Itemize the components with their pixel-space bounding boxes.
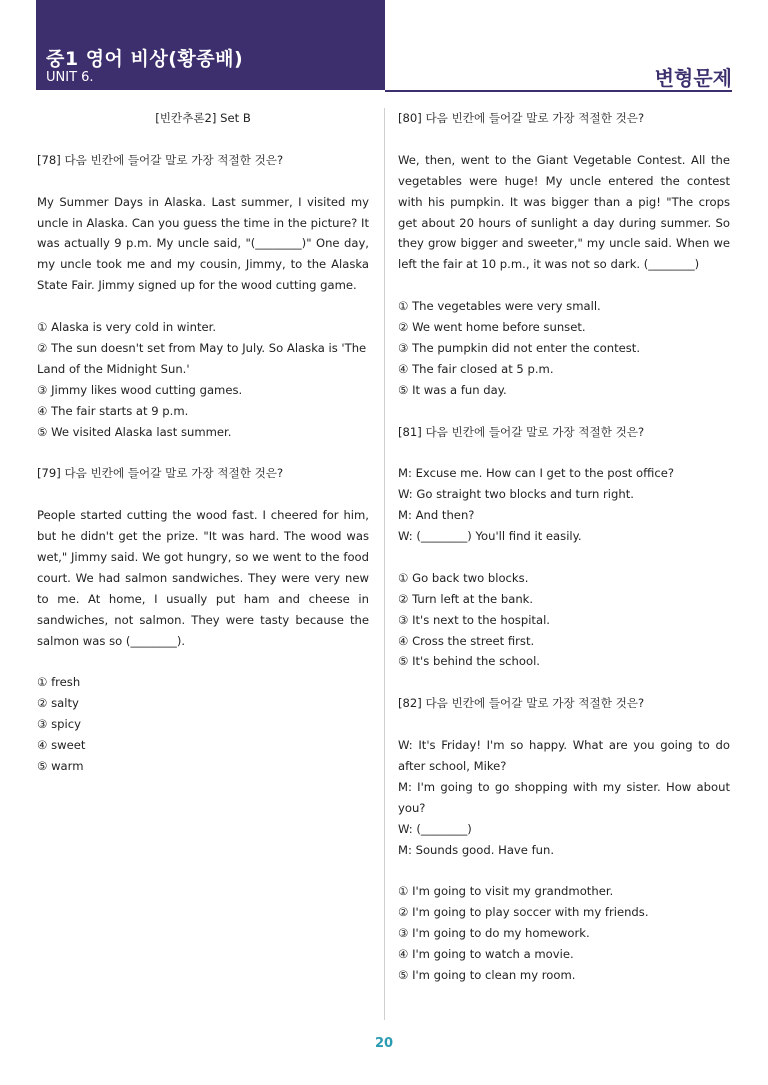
question-prompt: [82] 다음 빈칸에 들어갈 말로 가장 적절한 것은? bbox=[398, 696, 645, 711]
question-block bbox=[398, 693, 730, 986]
answer-option[interactable]: ① I'm going to visit my grandmother. bbox=[398, 884, 614, 899]
answer-option[interactable]: ① The vegetables were very small. bbox=[398, 299, 601, 314]
answer-option[interactable]: ③ I'm going to do my homework. bbox=[398, 926, 590, 941]
answer-options bbox=[37, 672, 369, 777]
answer-option[interactable]: ① Alaska is very cold in winter. bbox=[37, 320, 217, 335]
unit-label: UNIT 6. bbox=[46, 70, 94, 85]
answer-options bbox=[398, 881, 730, 986]
book-title: 중1 영어 비상(황종배) bbox=[46, 48, 244, 70]
answer-option[interactable]: ⑤ warm bbox=[37, 759, 84, 773]
passage bbox=[398, 150, 730, 275]
answer-option[interactable]: ③ The pumpkin did not enter the contest. bbox=[398, 340, 641, 355]
passage-line: M: Excuse me. How can I get to the post office? bbox=[398, 466, 674, 481]
passage-line: W: (________) You'll find it easily. bbox=[398, 529, 582, 544]
answer-option[interactable]: ③ Jimmy likes wood cutting games. bbox=[37, 382, 243, 397]
question-block bbox=[398, 108, 730, 401]
passage-line: W: Go straight two blocks and turn right. bbox=[398, 487, 634, 502]
answer-option[interactable]: ④ Cross the street first. bbox=[398, 633, 535, 648]
answer-option[interactable]: ④ I'm going to watch a movie. bbox=[398, 947, 574, 962]
page-number: 20 bbox=[374, 1036, 394, 1051]
passage bbox=[37, 505, 369, 651]
answer-option[interactable]: ① fresh bbox=[37, 675, 81, 690]
answer-option[interactable]: ⑤ I'm going to clean my room. bbox=[398, 968, 576, 983]
answer-options bbox=[37, 317, 369, 442]
column-divider bbox=[384, 108, 385, 1020]
passage-line: W: (________) bbox=[398, 821, 472, 836]
passage-line: W: It's Friday! I'm so happy. What are you going to do after school, Mike? bbox=[398, 738, 730, 773]
question-block bbox=[398, 422, 730, 673]
question-prompt: [81] 다음 빈칸에 들어갈 말로 가장 적절한 것은? bbox=[398, 424, 645, 439]
passage-line: M: Sounds good. Have fun. bbox=[398, 842, 555, 857]
section-label: 변형문제 bbox=[654, 66, 732, 90]
answer-option[interactable]: ② Turn left at the bank. bbox=[398, 591, 534, 606]
answer-option[interactable]: ④ The fair closed at 5 p.m. bbox=[398, 361, 554, 376]
header-banner bbox=[36, 0, 385, 90]
answer-option[interactable]: ④ The fair starts at 9 p.m. bbox=[37, 403, 189, 418]
passage-line: My Summer Days in Alaska. Last summer, I visited my uncle in Alaska. Can you guess the time in the picture? It was actually 9 p.m. My uncle said, "(________)" One day, my uncle took me and my cousin, Jimmy, to the Alaska State Fair. Jimmy signed up for the wood cutting game. bbox=[37, 194, 369, 293]
passage-line: People started cutting the wood fast. I cheered for him, but he didn't get the prize. "It was hard. The wood was wet," Jimmy said. We got hungry, so we went to the food court. We had salmon sandwiches. They were very new to me. At home, I usually put ham and cheese in sandwiches, not salmon. They were tasty because the salmon was so (________). bbox=[37, 508, 369, 648]
answer-option[interactable]: ③ It's next to the hospital. bbox=[398, 612, 550, 627]
answer-option[interactable]: ⑤ It was a fun day. bbox=[398, 382, 507, 397]
question-prompt: [80] 다음 빈칸에 들어갈 말로 가장 적절한 것은? bbox=[398, 111, 645, 125]
answer-option[interactable]: ② We went home before sunset. bbox=[398, 320, 586, 335]
question-block bbox=[37, 150, 369, 443]
answer-option[interactable]: ① Go back two blocks. bbox=[398, 570, 529, 585]
left-column bbox=[37, 108, 369, 798]
header-rule bbox=[385, 90, 732, 92]
passage bbox=[398, 735, 730, 860]
answer-option[interactable]: ⑤ It's behind the school. bbox=[398, 654, 540, 669]
answer-option[interactable]: ② I'm going to play soccer with my friends. bbox=[398, 905, 649, 920]
question-prompt: [79] 다음 빈칸에 들어갈 말로 가장 적절한 것은? bbox=[37, 466, 284, 481]
set-title: [빈칸추론2] Set B bbox=[155, 111, 251, 125]
right-column bbox=[398, 108, 730, 1007]
passage bbox=[37, 192, 369, 297]
answer-options bbox=[398, 296, 730, 401]
answer-option[interactable]: ② salty bbox=[37, 696, 79, 711]
passage-line: We, then, went to the Giant Vegetable Contest. All the vegetables were huge! My uncle entered the contest with his pumpkin. It was bigger than a pig! "The crops get about 20 hours of sunlight a day during summer. So they grow bigger and sweeter," my uncle said. When we left the fair at 10 p.m., it was not so dark. (________) bbox=[398, 152, 730, 272]
passage-line: M: I'm going to go shopping with my sister. How about you? bbox=[398, 779, 730, 815]
answer-option[interactable]: ④ sweet bbox=[37, 738, 86, 753]
answer-option[interactable]: ⑤ We visited Alaska last summer. bbox=[37, 424, 232, 439]
passage-line: M: And then? bbox=[398, 508, 475, 523]
question-block bbox=[37, 463, 369, 777]
question-prompt: [78] 다음 빈칸에 들어갈 말로 가장 적절한 것은? bbox=[37, 152, 284, 167]
passage bbox=[398, 463, 730, 547]
answer-options bbox=[398, 568, 730, 673]
answer-option[interactable]: ③ spicy bbox=[37, 717, 81, 732]
answer-option[interactable]: ② The sun doesn't set from May to July. So Alaska is 'The Land of the Midnight Sun.' bbox=[37, 340, 367, 376]
